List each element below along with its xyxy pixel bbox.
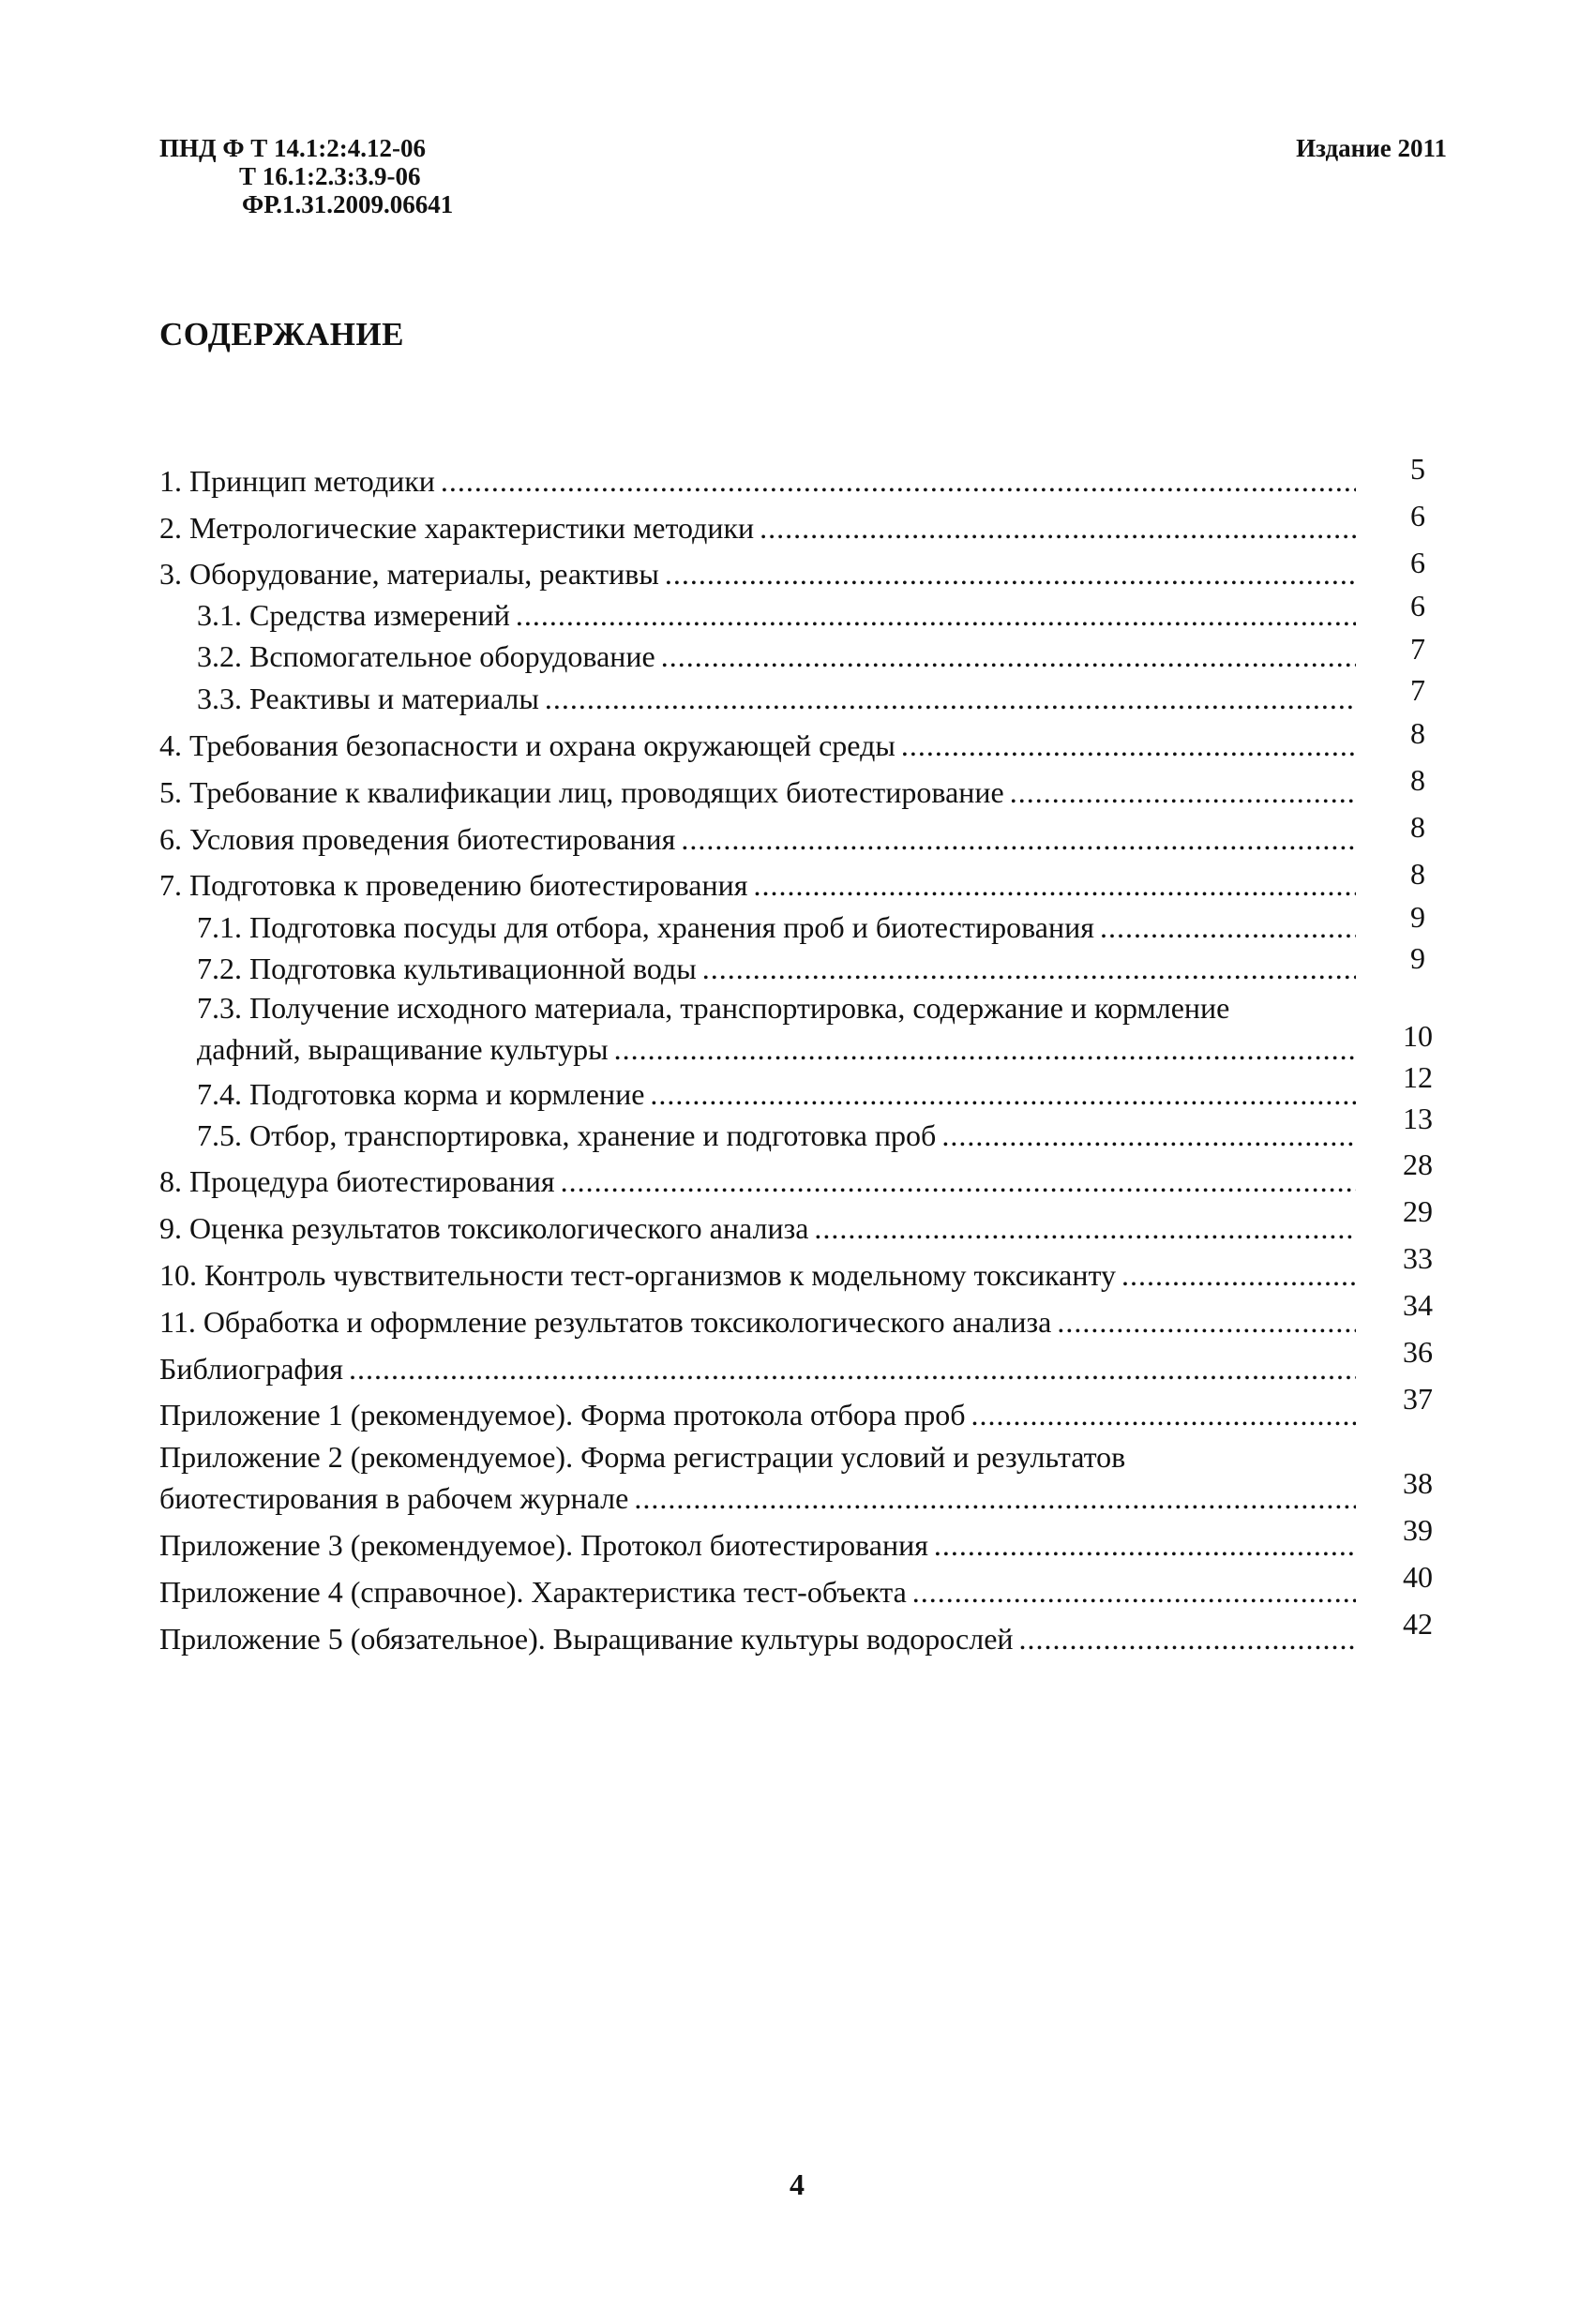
toc-entry	[197, 908, 1356, 946]
toc-entry-line	[197, 1117, 1356, 1154]
toc-entry	[159, 555, 1356, 592]
dot-leader	[814, 1209, 1356, 1247]
toc-entry-line	[159, 1620, 1356, 1657]
toc-entry-line	[197, 680, 1356, 717]
dot-leader	[912, 1573, 1356, 1611]
toc-entry-title: 3.3. Реактивы и материалы	[197, 682, 539, 715]
dot-leader	[441, 462, 1356, 500]
toc-entry	[159, 866, 1356, 904]
toc-entry	[159, 1350, 1356, 1387]
toc-page-number: 36	[1403, 1335, 1433, 1369]
toc-entry-line	[159, 509, 1356, 547]
toc-page-number: 9	[1410, 900, 1425, 934]
doc-code-2: Т 16.1:2.3:3.9-06	[239, 162, 421, 190]
toc-entry	[159, 462, 1356, 500]
toc-entry-title: Приложение 1 (рекомендуемое). Форма протокола отбора проб	[159, 1398, 966, 1432]
toc-entry	[159, 1162, 1356, 1200]
toc-page-number: 7	[1410, 632, 1425, 666]
dot-leader	[1121, 1256, 1356, 1294]
toc-entry-title: Библиография	[159, 1352, 343, 1386]
toc-entry-line	[197, 596, 1356, 634]
toc-page-number: 42	[1403, 1607, 1433, 1641]
toc-entry-line	[197, 1075, 1356, 1113]
toc-entry	[159, 1526, 1356, 1564]
toc-entry-line	[197, 637, 1356, 675]
toc-page-number: 37	[1403, 1382, 1433, 1416]
toc-entry-title: 4. Требования безопасности и охрана окружающей среды	[159, 728, 895, 762]
dot-leader	[1057, 1303, 1356, 1341]
dot-leader	[516, 596, 1356, 634]
page-title: СОДЕРЖАНИЕ	[159, 316, 405, 352]
toc-entry	[159, 820, 1356, 858]
toc-entry	[159, 1256, 1356, 1294]
page-number: 4	[790, 2167, 805, 2201]
dot-leader	[650, 1075, 1356, 1113]
toc-page-number: 6	[1410, 546, 1425, 579]
toc-entry	[159, 509, 1356, 547]
toc-page-number: 33	[1403, 1241, 1433, 1275]
toc-entry-title: Приложение 5 (обязательное). Выращивание культуры водорослей	[159, 1622, 1014, 1656]
toc-entry-line	[159, 1396, 1356, 1433]
toc-page-number: 7	[1410, 673, 1425, 707]
dot-leader	[545, 680, 1356, 717]
toc-page-number: 6	[1410, 589, 1425, 622]
dot-leader	[665, 555, 1356, 592]
dot-leader	[753, 866, 1356, 904]
toc-entry-line	[159, 1479, 1356, 1517]
toc-entry-line1: 7.3. Получение исходного материала, транспортировка, содержание и кормление	[197, 991, 1230, 1025]
toc-entry	[159, 1573, 1356, 1611]
toc-page-number: 8	[1410, 810, 1425, 844]
dot-leader	[971, 1396, 1356, 1433]
toc-entry-title: 7.1. Подготовка посуды для отбора, хранения проб и биотестирования	[197, 910, 1094, 944]
dot-leader	[614, 1030, 1356, 1068]
toc-entry	[159, 1303, 1356, 1341]
toc-entry-title: 10. Контроль чувствительности тест-организмов к модельному токсиканту	[159, 1258, 1117, 1292]
toc-entry-title: 8. Процедура биотестирования	[159, 1164, 555, 1198]
toc-entry-title: 5. Требование к квалификации лиц, проводящих биотестирование	[159, 775, 1004, 809]
toc-entry-line	[159, 727, 1356, 764]
toc-entry-line	[197, 950, 1356, 987]
dot-leader	[934, 1526, 1356, 1564]
toc-entry-line	[159, 555, 1356, 592]
doc-code-1: ПНД Ф Т 14.1:2:4.12-06	[159, 134, 427, 162]
dot-leader	[760, 509, 1356, 547]
toc-entry	[159, 773, 1356, 811]
dot-leader	[561, 1162, 1356, 1200]
toc-entry-line	[159, 773, 1356, 811]
toc-entry-line	[159, 462, 1356, 500]
dot-leader	[634, 1479, 1356, 1517]
toc-entry-line	[159, 866, 1356, 904]
toc-page-number: 28	[1403, 1147, 1433, 1181]
toc-entry-line	[197, 1030, 1356, 1068]
toc-entry-line	[159, 820, 1356, 858]
dot-leader	[901, 727, 1356, 764]
toc-page-number: 5	[1410, 452, 1425, 486]
dot-leader	[681, 820, 1356, 858]
toc-entry-title: 7. Подготовка к проведению биотестирования	[159, 868, 748, 902]
toc-entry-title: 3.1. Средства измерений	[197, 598, 510, 632]
dot-leader	[661, 637, 1356, 675]
dot-leader	[702, 950, 1356, 987]
toc-page-number: 39	[1403, 1513, 1433, 1547]
toc-entry-line	[159, 1573, 1356, 1611]
toc-entry-title: 3. Оборудование, материалы, реактивы	[159, 557, 659, 591]
toc-entry	[159, 1620, 1356, 1657]
dot-leader	[941, 1117, 1356, 1154]
toc-entry-title: 2. Метрологические характеристики методики	[159, 511, 755, 545]
toc-entry-line	[197, 908, 1356, 946]
toc-entry-line	[159, 1303, 1356, 1341]
toc-page-number: 29	[1403, 1194, 1433, 1228]
toc-entry-line	[159, 1526, 1356, 1564]
toc-page-number: 6	[1410, 499, 1425, 532]
toc-entry-line	[159, 1162, 1356, 1200]
toc-page-number: 12	[1403, 1060, 1433, 1094]
toc-entry-title: Приложение 4 (справочное). Характеристика тест-объекта	[159, 1575, 907, 1609]
toc-entry-title: дафний, выращивание культуры	[197, 1032, 609, 1066]
toc-entry	[197, 1075, 1356, 1113]
dot-leader	[1019, 1620, 1356, 1657]
dot-leader	[349, 1350, 1356, 1387]
toc-entry	[197, 950, 1356, 987]
toc-entry-title: 1. Принцип методики	[159, 464, 435, 498]
edition-label: Издание 2011	[1296, 134, 1447, 162]
toc-entry-title: Приложение 3 (рекомендуемое). Протокол биотестирования	[159, 1528, 928, 1562]
dot-leader	[1100, 908, 1356, 946]
toc-entry-title: 3.2. Вспомогательное оборудование	[197, 639, 655, 673]
toc-entry-line	[159, 1350, 1356, 1387]
toc-entry	[159, 1479, 1356, 1517]
toc-page-number: 8	[1410, 857, 1425, 891]
toc-page-number: 13	[1403, 1102, 1433, 1135]
toc-page-number: 40	[1403, 1560, 1433, 1594]
doc-code-3: ФР.1.31.2009.06641	[242, 190, 454, 218]
toc-entry	[159, 1396, 1356, 1433]
toc-entry-title: 7.2. Подготовка культивационной воды	[197, 952, 697, 985]
toc-page-number: 34	[1403, 1288, 1433, 1322]
toc-entry	[159, 727, 1356, 764]
toc-entry	[197, 680, 1356, 717]
dot-leader	[1010, 773, 1356, 811]
toc-page-number: 10	[1403, 1019, 1433, 1053]
toc-entry	[197, 596, 1356, 634]
toc-entry-title: 7.4. Подготовка корма и кормление	[197, 1077, 645, 1111]
toc-entry-line	[159, 1209, 1356, 1247]
toc-entry-line	[159, 1256, 1356, 1294]
toc-entry	[197, 637, 1356, 675]
toc-entry	[197, 1030, 1356, 1068]
toc-entry	[159, 1209, 1356, 1247]
toc-entry-title: биотестирования в рабочем журнале	[159, 1481, 629, 1515]
toc-entry-title: 7.5. Отбор, транспортировка, хранение и подготовка проб	[197, 1118, 937, 1152]
toc-page-number: 38	[1403, 1466, 1433, 1500]
toc-entry-title: 6. Условия проведения биотестирования	[159, 822, 676, 856]
toc-page-number: 8	[1410, 716, 1425, 750]
toc-page-number: 8	[1410, 763, 1425, 797]
toc-entry	[197, 1117, 1356, 1154]
toc-page-number: 9	[1410, 941, 1425, 975]
document-codes	[159, 134, 453, 218]
toc-entry-title: 11. Обработка и оформление результатов токсикологического анализа	[159, 1305, 1052, 1339]
toc-entry-line1: Приложение 2 (рекомендуемое). Форма регистрации условий и результатов	[159, 1440, 1126, 1474]
toc-entry-title: 9. Оценка результатов токсикологического анализа	[159, 1211, 809, 1245]
